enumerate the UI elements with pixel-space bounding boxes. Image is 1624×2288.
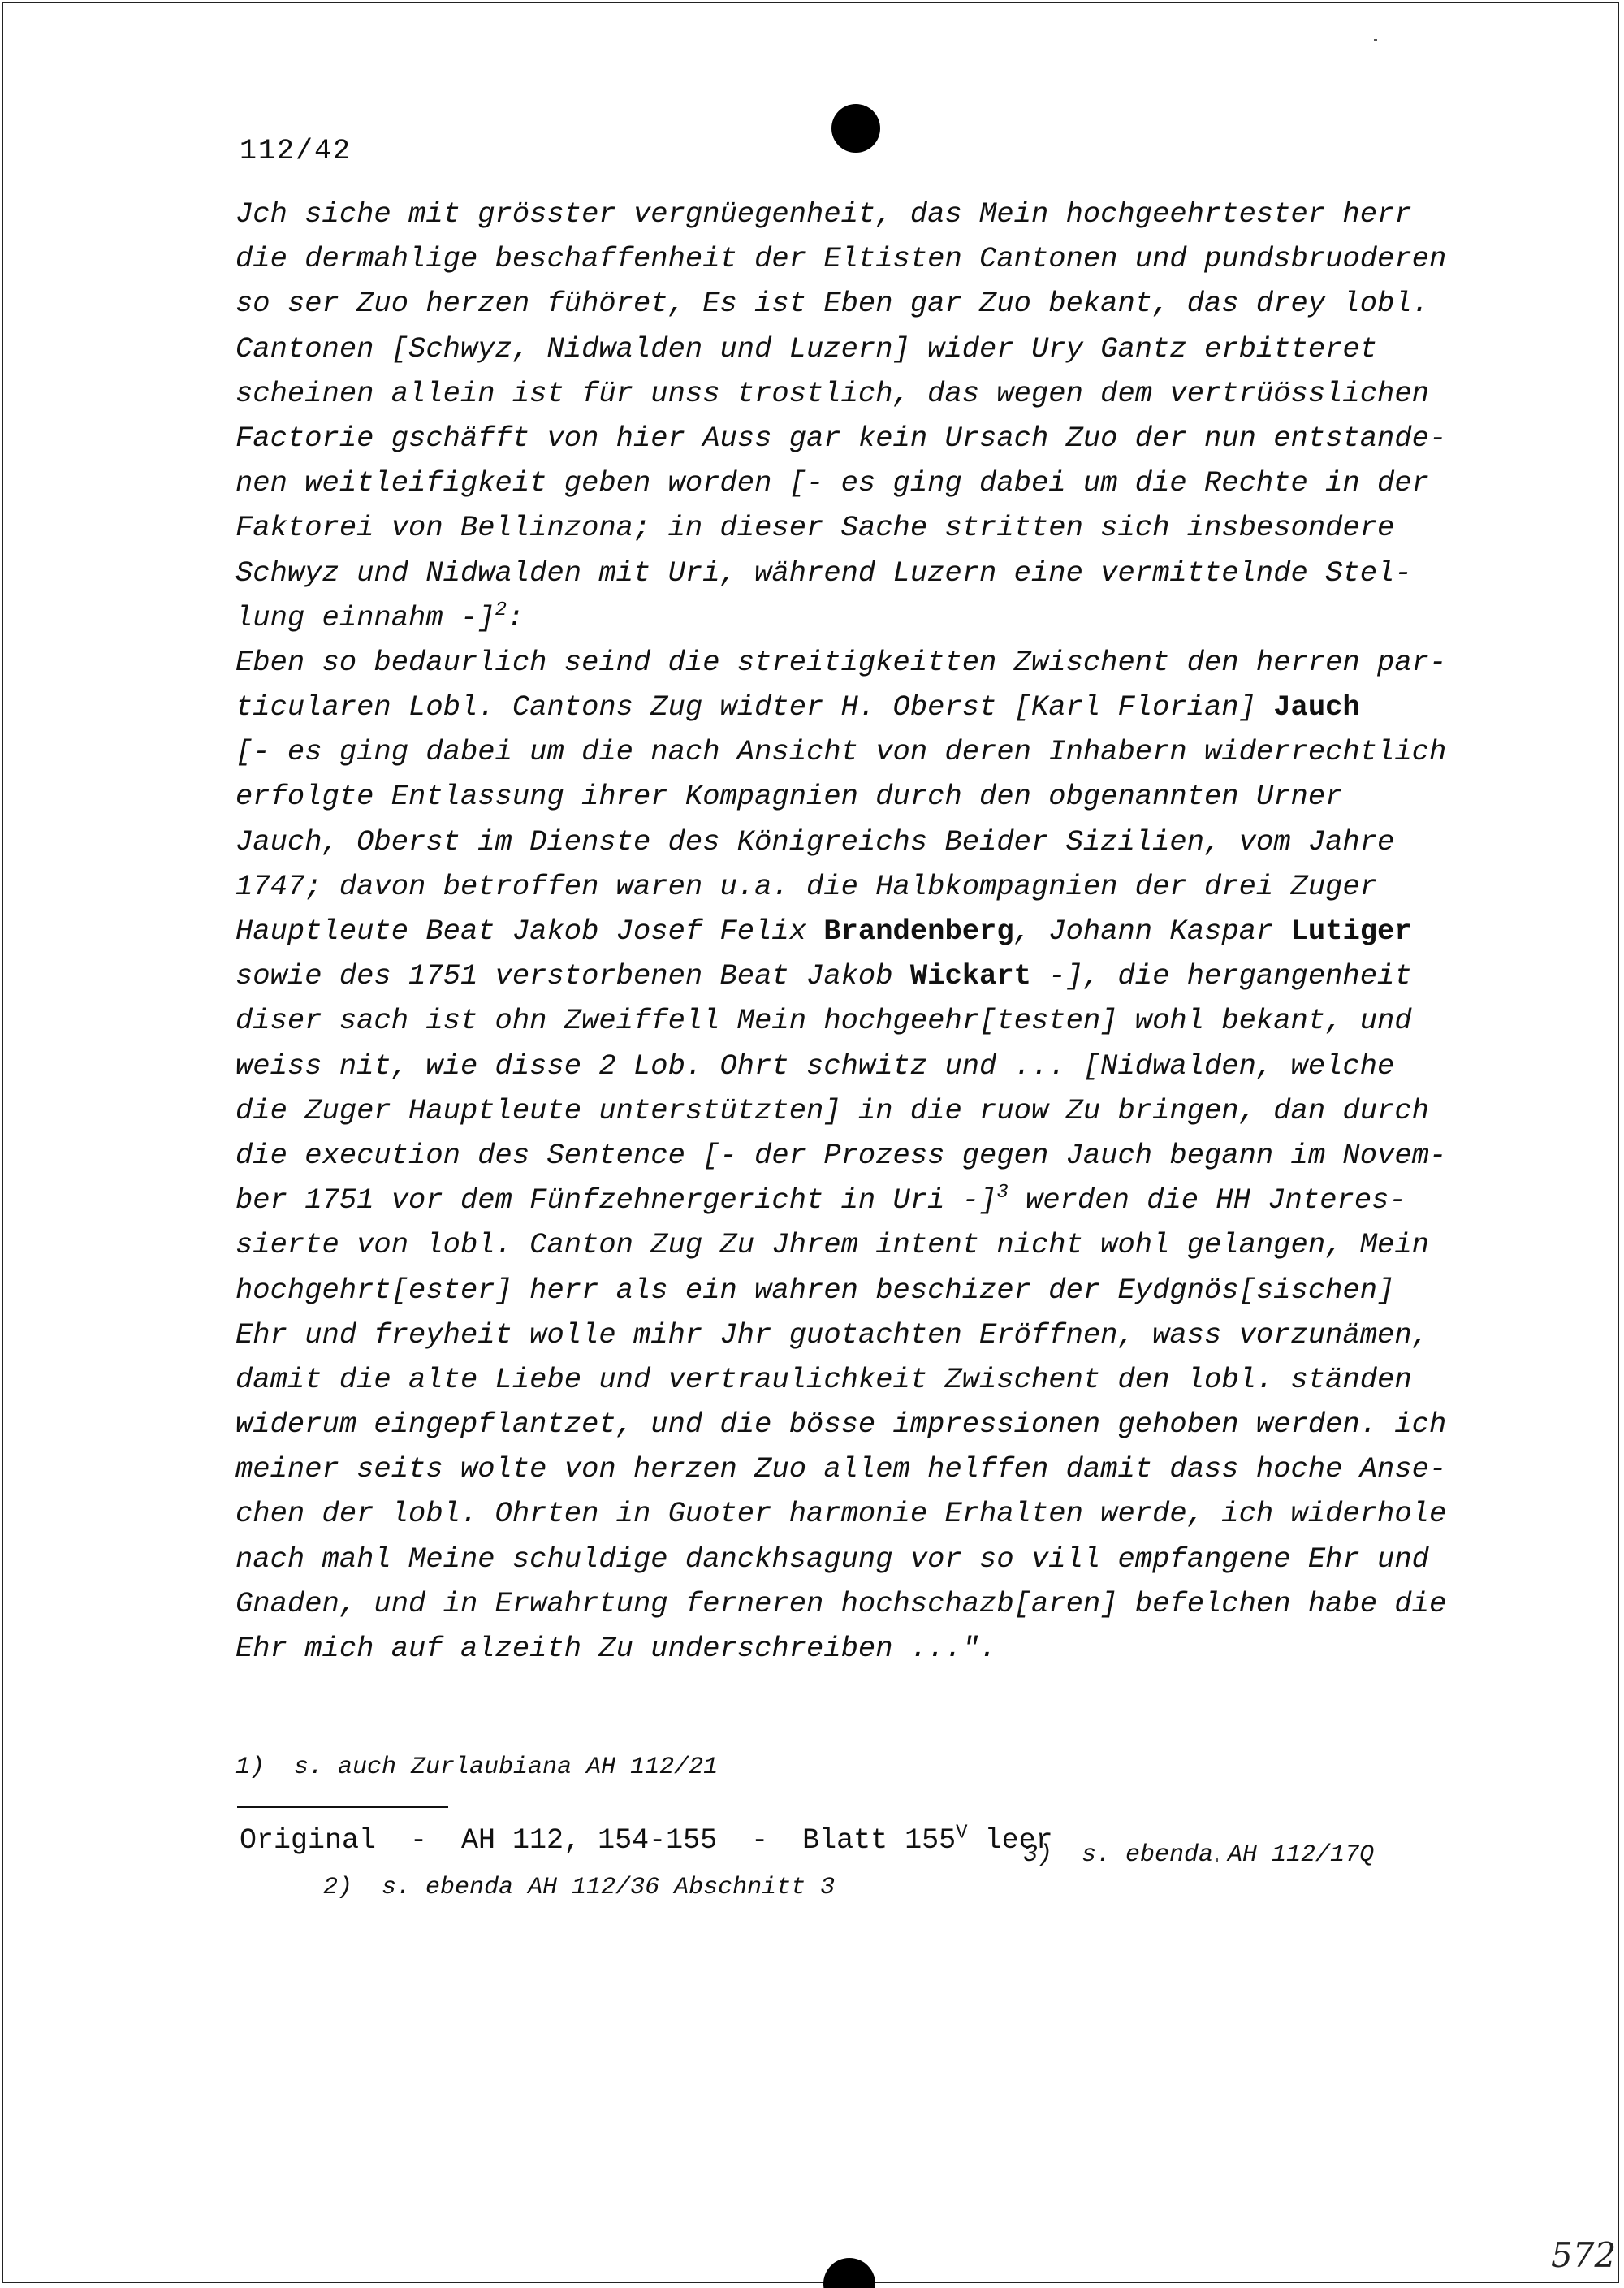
body-line [235,1402,1486,1447]
footnote-marker: 2 [495,599,507,621]
body-line [235,371,1486,416]
body-line [235,1313,1486,1357]
body-line [235,954,1486,998]
text-run: sowie des 1751 verstorbenen Beat Jakob [235,959,910,993]
footnote-2: 2) s. ebenda AH 112/36 Abschnitt 3 [323,1874,836,1901]
body-line [235,1491,1486,1536]
body-line [235,820,1486,864]
text-run: so ser Zuo herzen fühöret, Es ist Eben gar Zuo bekant, das drey lobl. [235,287,1429,321]
text-run: -], die hergangenheit [1030,959,1412,993]
text-run: ticularen Lobl. Cantons Zug widter H. Oberst [Karl Florian] [235,690,1274,724]
text-run: Jch siche mit grösster vergnüegenheit, das Mein hochgeehrtester herr [235,197,1412,231]
body-line [235,236,1486,281]
bold-name: Jauch [1273,690,1360,724]
text-run: Eben so bedaurlich seind die streitigkeitten Zwischent den herren par- [235,645,1447,679]
document-reference: 112/42 [240,135,352,167]
footnote-1: 1) s. auch Zurlaubiana AH 112/21 [235,1754,719,1781]
text-run: widerum eingepflantzet, und die bösse impressionen gehoben werden. ich [235,1408,1447,1442]
text-run: Gnaden, und in Erwahrtung ferneren hochschazb[aren] befelchen habe die [235,1586,1447,1620]
footnote-marker: 3 [996,1182,1009,1205]
text-run: damit die alte Liebe und vertraulichkeit Zwischent den lobl. ständen [235,1362,1412,1396]
text-run: Factorie gschäfft von hier Auss gar kein Ursach Zuo der nun entstande- [235,421,1447,455]
body-line [235,1044,1486,1088]
text-run: Ehr mich auf alzeith Zu underschreiben ...". [235,1632,997,1665]
body-line [235,327,1486,371]
text-run: [- es ging dabei um die nach Ansicht von deren Inhabern widerrechtlich [235,735,1447,769]
body-line [235,1178,1486,1222]
text-run: weiss nit, wie disse 2 Lob. Ohrt schwitz und ... [Nidwalden, welche [235,1049,1395,1083]
text-run: scheinen allein ist für unss trostlich, das wegen dem vertrüösslichen [235,376,1429,410]
text-run: lung einnahm -] [235,600,495,634]
punch-hole-top [831,104,880,153]
text-run: die execution des Sentence [- der Prozess gegen Jauch begann im Novem- [235,1138,1447,1172]
body-line [235,1268,1486,1313]
body-line [235,909,1486,954]
bold-name: Brandenberg [823,915,1014,948]
body-line [235,1133,1486,1178]
body-line [235,640,1486,685]
original-source-line [240,1824,1053,1857]
text-run: ber 1751 vor dem Fünfzehnergericht in Uri -] [235,1183,997,1218]
body-line [235,729,1486,774]
body-line [235,281,1486,326]
body-line [235,1447,1486,1491]
text-run: , Johann Kaspar [1013,915,1291,948]
text-run: hochgehrt[ester] herr als ein wahren beschizer der Eydgnös[sischen] [235,1273,1395,1307]
text-run: : [506,600,525,634]
text-run: Faktorei von Bellinzona; in dieser Sache stritten sich insbesondere [235,511,1395,545]
bold-name: Lutiger [1290,915,1412,948]
body-line [235,551,1486,595]
body-line [235,998,1486,1043]
body-line [235,505,1486,550]
body-line [235,1626,1486,1671]
footnote-separator [237,1806,448,1808]
body-line [235,416,1486,461]
text-run: chen der lobl. Ohrten in Guoter harmonie Erhalten werde, ich widerhole [235,1497,1447,1531]
original-sup: V [956,1822,968,1845]
body-line [235,1088,1486,1133]
text-run: sierte von lobl. Canton Zug Zu Jhrem intent nicht wohl gelangen, Mein [235,1228,1429,1262]
letter-body [235,192,1486,1671]
scan-speck [1374,39,1377,41]
footnote-3: 3) s. ebenda AH 112/17Q [1023,1841,1375,1869]
original-after: leer [967,1824,1053,1857]
text-run: meiner seits wolte von herzen Zuo allem helffen damit dass hoche Anse- [235,1452,1447,1486]
text-run: Ehr und freyheit wolle mihr Jhr guotachten Eröffnen, wass vorzunämen, [235,1317,1429,1352]
text-run: nach mahl Meine schuldige danckhsagung vor so vill empfangene Ehr und [235,1542,1429,1576]
text-run: erfolgte Entlassung ihrer Kompagnien durch den obgenannten Urner [235,780,1343,814]
text-run: die Zuger Hauptleute unterstützten] in die ruow Zu bringen, dan durch [235,1093,1429,1127]
text-run: diser sach ist ohn Zweiffell Mein hochgeehr[testen] wohl bekant, und [235,1004,1412,1038]
text-run: nen weitleifigkeit geben worden [- es ging dabei um die Rechte in der [235,466,1429,500]
body-line [235,595,1486,640]
text-run: Cantonen [Schwyz, Nidwalden und Luzern] wider Ury Gantz erbitteret [235,331,1378,365]
body-line [235,1581,1486,1626]
text-run: werden die HH Jnteres- [1008,1183,1406,1218]
body-line [235,1222,1486,1267]
text-run: 1747; davon betroffen waren u.a. die Halbkompagnien der drei Zuger [235,869,1378,903]
text-run: Jauch, Oberst im Dienste des Königreichs Beider Sizilien, vom Jahre [235,824,1395,859]
body-line [235,192,1486,236]
handwritten-page-number: 572 [1551,2235,1617,2275]
original-text: Original - AH 112, 154-155 - Blatt 155 [240,1824,957,1857]
body-line [235,864,1486,909]
bold-name: Wickart [909,959,1031,993]
text-run: die dermahlige beschaffenheit der Eltisten Cantonen und pundsbruoderen [235,242,1447,276]
body-line [235,1357,1486,1402]
body-line [235,774,1486,819]
body-line [235,1537,1486,1581]
body-line [235,685,1486,729]
body-line [235,461,1486,505]
text-run: Hauptleute Beat Jakob Josef Felix [235,915,824,948]
text-run: Schwyz und Nidwalden mit Uri, während Luzern eine vermittelnde Stel- [235,556,1412,590]
